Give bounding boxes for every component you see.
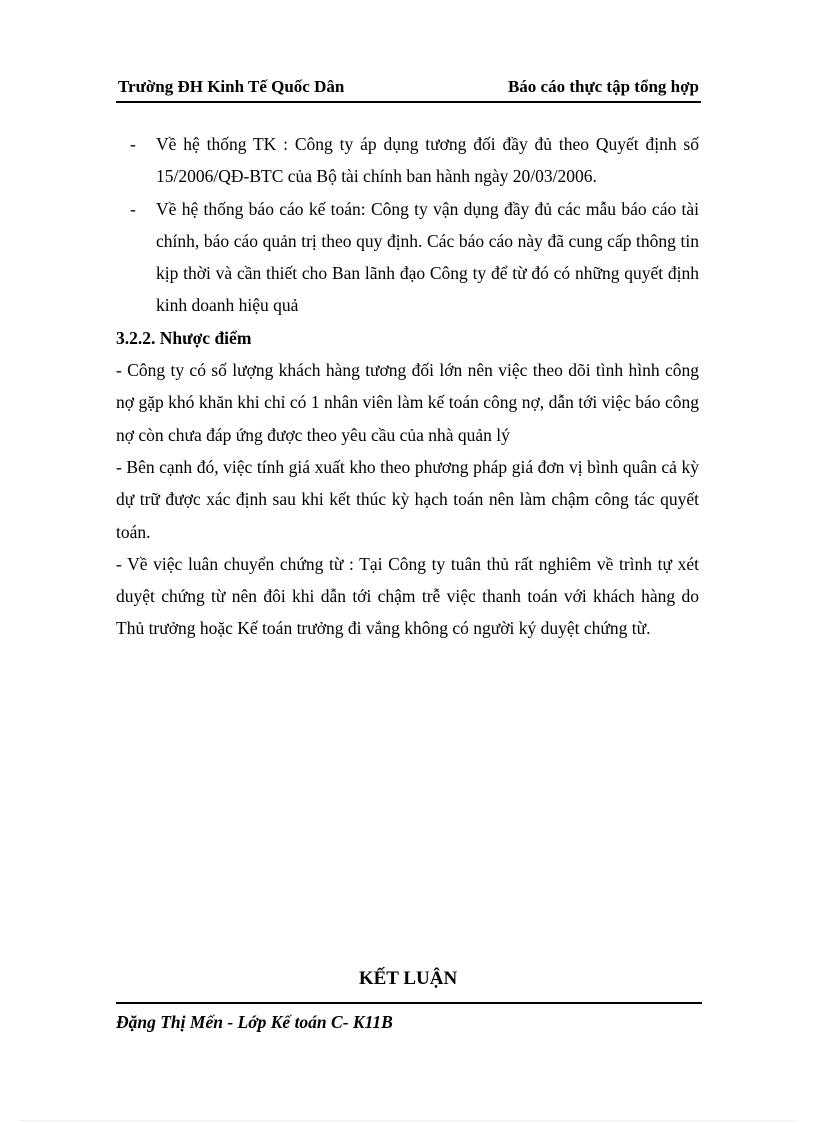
header-university: Trường ĐH Kinh Tế Quốc Dân	[118, 77, 345, 96]
section-heading: 3.2.2. Nhược điểm	[116, 327, 252, 348]
bullet-text: Về hệ thống TK : Công ty áp dụng tương đối đầy đủ theo Quyết định số 15/2006/QĐ-BTC của Bộ tài chính ban hành ngày 20/03/2006.	[156, 134, 699, 187]
footer-divider	[116, 1002, 702, 1004]
bullet-item	[116, 193, 699, 322]
bullet-dash: -	[130, 198, 136, 219]
conclusion-heading: KẾT LUẬN	[358, 968, 458, 989]
bullet-dash: -	[130, 134, 136, 154]
paragraph: - Công ty có số lượng khách hàng tương đối lớn nên việc theo dõi tình hình công nợ gặp khó khăn khi chỉ có 1 nhân viên làm kế toán công nợ, dẫn tới việc báo công nợ còn chưa đáp ứng được theo yêu cầu của nhà quản lý	[116, 360, 699, 445]
page-edge-divider	[20, 1120, 796, 1121]
bullet-item	[116, 128, 699, 193]
paragraph: - Bên cạnh đó, việc tính giá xuất kho theo phương pháp giá đơn vị bình quân cả kỳ dự trữ được xác định sau khi kết thúc kỳ hạch toán nên làm chậm công tác quyết toán.	[116, 456, 699, 542]
page-header	[116, 74, 701, 103]
bullet-text: Về hệ thống báo cáo kế toán: Công ty vận dụng đầy đủ các mẫu báo cáo tài chính, báo cáo quản trị theo quy định. Các báo cáo này đã cung cấp thông tin kịp thời và cần thiết cho Ban lãnh đạo Công ty để từ đó có những quyết định kinh doanh hiệu quả	[156, 198, 699, 316]
paragraph: - Về việc luân chuyển chứng từ : Tại Công ty tuân thủ rất nghiêm về trình tự xét duyệt chứng từ nên đôi khi dẫn tới chậm trễ việc thanh toán với khách hàng do Thủ trưởng hoặc Kế toán trưởng đi vắng không có người ký duyệt chứng từ.	[116, 553, 699, 639]
header-report-title: Báo cáo thực tập tổng hợp	[507, 77, 699, 96]
document-body	[116, 128, 699, 645]
page-footer: Đặng Thị Mến - Lớp Kế toán C- K11B	[116, 1012, 393, 1032]
